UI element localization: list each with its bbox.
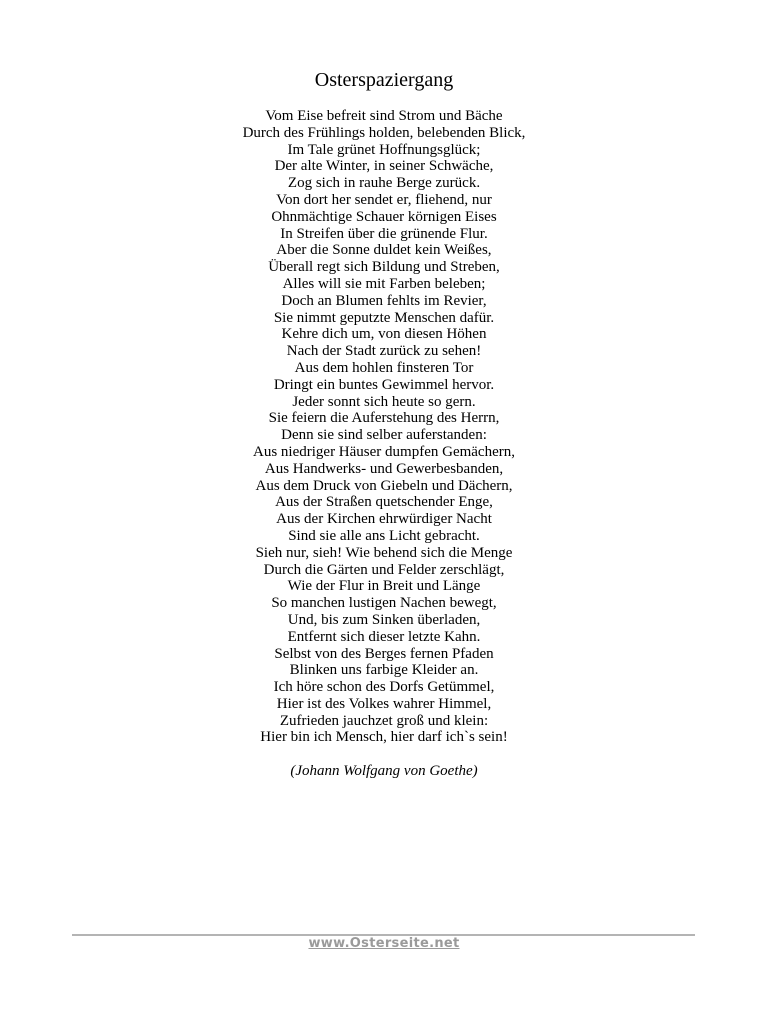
- poem-line: Durch des Frühlings holden, belebenden Blick,: [242, 124, 526, 141]
- poem-author: (Johann Wolfgang von Goethe): [290, 763, 478, 779]
- poem-line: Überall regt sich Bildung und Streben,: [268, 259, 500, 276]
- poem-line: Aus Handwerks- und Gewerbesbanden,: [264, 460, 504, 477]
- footer-website-link[interactable]: www.Osterseite.net: [308, 936, 460, 951]
- poem-line: Kehre dich um, von diesen Höhen: [281, 326, 487, 343]
- poem-line: In Streifen über die grünende Flur.: [280, 225, 488, 242]
- poem-line: Zufrieden jauchzet groß und klein:: [279, 712, 489, 729]
- poem-line: Sie feiern die Auferstehung des Herrn,: [268, 410, 500, 427]
- poem-line: So manchen lustigen Nachen bewegt,: [271, 595, 497, 612]
- poem-line: Von dort her sendet er, fliehend, nur: [276, 191, 492, 208]
- poem-line: Blinken uns farbige Kleider an.: [289, 662, 479, 679]
- poem-line: Zog sich in rauhe Berge zurück.: [287, 175, 481, 192]
- poem-body: [0, 108, 768, 746]
- poem-line: Der alte Winter, in seiner Schwäche,: [274, 158, 494, 175]
- poem-line: Vom Eise befreit sind Strom und Bäche: [265, 108, 503, 124]
- poem-line: Ich höre schon des Dorfs Getümmel,: [273, 679, 495, 696]
- poem-line: Jeder sonnt sich heute so gern.: [292, 393, 476, 410]
- poem-line: Sind sie alle ans Licht gebracht.: [288, 527, 480, 544]
- poem-line: Aber die Sonne duldet kein Weißes,: [276, 242, 492, 259]
- poem-line: Sieh nur, sieh! Wie behend sich die Menge: [255, 544, 513, 561]
- poem-line: Aus der Kirchen ehrwürdiger Nacht: [276, 511, 492, 528]
- poem-line: Hier ist des Volkes wahrer Himmel,: [276, 695, 492, 712]
- poem-line: Ohnmächtige Schauer körnigen Eises: [271, 208, 497, 225]
- poem-line: Aus dem Druck von Giebeln und Dächern,: [255, 477, 513, 494]
- poem-line: Im Tale grünet Hoffnungsglück;: [287, 141, 481, 158]
- poem-line: Hier bin ich Mensch, hier darf ich`s sein!: [260, 729, 508, 746]
- poem-title: Osterspaziergang: [314, 69, 454, 91]
- poem-line: Selbst von des Berges fernen Pfaden: [274, 645, 494, 662]
- poem-line: Aus dem hohlen finsteren Tor: [294, 359, 474, 376]
- poem-line: Alles will sie mit Farben beleben;: [282, 275, 486, 292]
- poem-line: Und, bis zum Sinken überladen,: [287, 611, 481, 628]
- poem-line: Denn sie sind selber auferstanden:: [281, 427, 487, 444]
- poem-line: Sie nimmt geputzte Menschen dafür.: [273, 309, 495, 326]
- poem-line: Nach der Stadt zurück zu sehen!: [286, 343, 482, 360]
- poem-line: Dringt ein buntes Gewimmel hervor.: [273, 376, 495, 393]
- poem-line: Aus der Straßen quetschender Enge,: [275, 494, 493, 511]
- poem-line: Wie der Flur in Breit und Länge: [287, 578, 481, 595]
- poem-line: Aus niedriger Häuser dumpfen Gemächern,: [253, 443, 515, 460]
- poem-line: Doch an Blumen fehlts im Revier,: [281, 292, 487, 309]
- poem-line: Durch die Gärten und Felder zerschlägt,: [263, 561, 505, 578]
- poem-line: Entfernt sich dieser letzte Kahn.: [287, 628, 481, 645]
